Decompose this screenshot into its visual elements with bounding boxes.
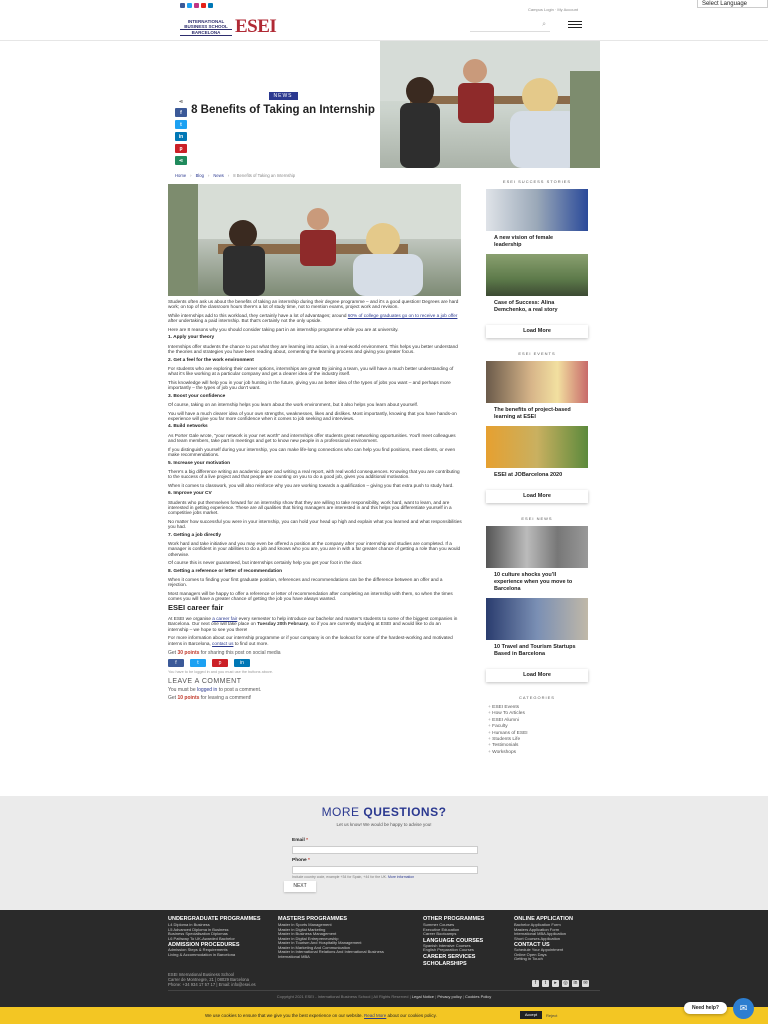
questions-subtitle: Let us know! We would be happy to advise you! bbox=[336, 822, 432, 827]
linkedin-icon[interactable]: in bbox=[573, 980, 578, 986]
privacy-policy-link[interactable]: Privacy policy bbox=[437, 994, 462, 999]
breadcrumb-separator: › bbox=[190, 173, 192, 178]
footer-links bbox=[168, 923, 273, 941]
footer-divider bbox=[168, 990, 600, 991]
questions-title bbox=[0, 805, 768, 819]
footer-heading[interactable]: OTHER PROGRAMMES bbox=[423, 916, 485, 922]
contact-us-link[interactable]: contact us bbox=[212, 640, 234, 646]
section-paragraph: As Porter Gale wrote, "your network is your net worth" and internships offer students great networking opportunities. You'll meet colleagues and team members, take part in meetings and get to know new people in a professional environment. bbox=[168, 432, 456, 444]
news-image bbox=[486, 598, 588, 640]
load-more-stories-button[interactable]: Load More bbox=[486, 325, 588, 338]
categories-heading: CATEGORIES bbox=[519, 695, 555, 700]
points-text: for leaving a comment! bbox=[199, 694, 252, 701]
hamburger-line bbox=[568, 24, 582, 25]
share-icon: ⋖ bbox=[175, 99, 187, 105]
next-button[interactable]: NEXT bbox=[284, 881, 316, 892]
footer-links bbox=[278, 923, 408, 959]
youtube-icon[interactable] bbox=[201, 3, 206, 8]
news-title[interactable]: 10 culture shocks you'll experience when you move to Barcelona bbox=[494, 572, 573, 592]
linkedin-icon[interactable] bbox=[208, 3, 213, 8]
comment-points-text bbox=[168, 695, 462, 701]
article-paragraph bbox=[168, 616, 462, 632]
news-image bbox=[486, 526, 588, 568]
logo-brand: ESEI bbox=[235, 16, 277, 37]
esei-logo[interactable] bbox=[180, 16, 276, 38]
news-card[interactable] bbox=[484, 526, 590, 593]
footer-undergrad-column bbox=[168, 916, 273, 957]
points-text: Get bbox=[168, 649, 178, 656]
paragraph-text: every semester to help introduce our bachelor and master's students to some of the biggest companies in Barcelona. Our next one will take place on bbox=[168, 616, 458, 627]
email-icon[interactable]: ✉ bbox=[583, 980, 588, 986]
footer-link[interactable]: Summer Courses bbox=[423, 922, 455, 927]
cookie-reject-button[interactable]: Reject bbox=[546, 1013, 558, 1018]
facebook-share-button[interactable]: f bbox=[175, 108, 187, 117]
footer-link[interactable]: Master in Sports Management bbox=[278, 922, 332, 927]
career-fair-date: Tuesday 20th February bbox=[257, 621, 309, 627]
hamburger-line bbox=[568, 27, 582, 28]
leave-comment-heading: LEAVE A COMMENT bbox=[168, 677, 242, 685]
points-text: Get bbox=[168, 694, 178, 701]
footer-link[interactable]: L4 Diploma in Business bbox=[168, 922, 210, 927]
footer-link[interactable]: Career Bootcamps bbox=[423, 931, 457, 936]
twitter-icon[interactable]: t bbox=[542, 980, 549, 987]
required-mark: * bbox=[306, 838, 309, 843]
phone-field[interactable] bbox=[292, 866, 478, 874]
footer-copyright: Copyright 2021 ESEI - International Business School | All Rights Reserved | Legal Notice | Privacy policy | Cookies Policy bbox=[276, 994, 492, 999]
story-title[interactable]: A new vision of female leadership bbox=[494, 235, 554, 248]
footer-link[interactable]: Master in Digital Entrepreneurship bbox=[278, 935, 339, 941]
phone-label bbox=[292, 858, 310, 863]
points-value: 10 points bbox=[177, 694, 200, 701]
load-more-news-button[interactable]: Load More bbox=[486, 669, 588, 682]
logo-line-2: BUSINESS SCHOOL bbox=[184, 23, 228, 29]
cookies-policy-link[interactable]: Cookies Policy bbox=[465, 994, 492, 999]
load-more-events-button[interactable]: Load More bbox=[486, 490, 588, 503]
cookie-banner bbox=[0, 1007, 768, 1024]
footer-heading[interactable]: ONLINE APPLICATION bbox=[514, 916, 573, 922]
footer-heading[interactable]: SCHOLARSHIPS bbox=[423, 960, 467, 967]
footer-heading[interactable]: CONTACT US bbox=[514, 942, 550, 948]
event-image bbox=[486, 361, 588, 403]
instagram-icon[interactable] bbox=[194, 3, 199, 8]
facebook-icon[interactable] bbox=[180, 3, 185, 8]
footer-links bbox=[514, 923, 604, 941]
cookie-message: We use cookies to ensure that we give you the best experience on our website. bbox=[205, 1013, 363, 1018]
twitter-share-button[interactable]: t bbox=[175, 120, 187, 129]
article-intro: Students often ask us about the benefits of taking an internship during their degree programme – and it's a good question! Degrees are hard work; on top of the classroom hours there's a lot of study time, not to mention exams, project work and revision. bbox=[168, 299, 459, 310]
need-help-bubble[interactable]: Need help? bbox=[684, 1002, 727, 1014]
linkedin-share-button[interactable]: in bbox=[175, 132, 187, 141]
section-paragraph: For students who are exploring their career options, internships are great! By joining a team, you will have a much better understanding of what it's like working at a particular company and get a clearer idea of the industry itself. bbox=[168, 365, 454, 377]
chat-icon: ✉ bbox=[739, 1003, 748, 1013]
section-paragraph: When it comes to classwork, you will also reinforce why you are working towards a qualification – giving you that extra push to study hard. bbox=[168, 482, 454, 488]
story-title[interactable]: Case of Success: Alina Demchenko, a real story bbox=[494, 300, 558, 313]
chat-button[interactable] bbox=[733, 998, 754, 1019]
career-fair-heading: ESEI career fair bbox=[168, 602, 224, 612]
footer-masters-column bbox=[278, 916, 408, 959]
questions-title-b: QUESTIONS? bbox=[363, 805, 447, 819]
footer-link[interactable]: Spanish Intensive Courses bbox=[423, 942, 471, 948]
footer-link[interactable]: Masters Application Form bbox=[514, 926, 560, 932]
logo-line-3: BARCELONA bbox=[180, 29, 232, 36]
categories-list bbox=[488, 705, 590, 756]
internship-meeting-photo bbox=[380, 41, 600, 168]
footer-social-icons bbox=[532, 980, 589, 987]
footer-link[interactable]: International MBA Application bbox=[514, 931, 567, 936]
article-sections bbox=[168, 335, 462, 601]
hero-image bbox=[380, 41, 600, 168]
category-link[interactable]: + How To Articles bbox=[488, 711, 590, 717]
logged-in-link[interactable]: logged in bbox=[197, 686, 218, 693]
label-text: Email bbox=[292, 838, 305, 843]
footer bbox=[0, 910, 768, 1007]
breadcrumb bbox=[175, 173, 295, 178]
category-link[interactable]: + Students Life bbox=[488, 737, 590, 743]
footer-link[interactable]: Living & Accommodation in Barcelona bbox=[168, 951, 236, 957]
search-icon[interactable]: ⌕ bbox=[542, 21, 546, 28]
footer-link[interactable]: Master in Tourism And Hospitality Management bbox=[278, 940, 362, 945]
copyright-text: Copyright 2021 ESEI - International Business School | All Rights Reserved | bbox=[276, 994, 411, 999]
paragraph-text: , so if you are currently studying at ESEI and would like to do an internship – we hope to see you there! bbox=[168, 621, 441, 632]
section-heading: 5. Increase your motivation bbox=[168, 460, 231, 466]
pinterest-share-button[interactable]: p bbox=[212, 659, 228, 667]
required-mark: * bbox=[308, 858, 310, 863]
paragraph-text: While internships add to this workload, they certainly have a lot of advantages; around bbox=[168, 312, 348, 318]
category-link[interactable]: + ESEI Events bbox=[488, 705, 590, 711]
footer-link[interactable]: Master in Marketing And Communication bbox=[278, 944, 351, 950]
news-badge[interactable]: NEWS bbox=[269, 92, 298, 100]
section-paragraph: When it comes to finding your first graduate position, references and recommendations can be the difference between an offer and a rejection. bbox=[168, 577, 443, 588]
graduates-stat-link[interactable]: 60% of college graduates go on to receive a job offer bbox=[347, 312, 458, 318]
footer-link[interactable]: Business Specialisation Diplomas bbox=[168, 931, 228, 936]
paragraph-text: For more information about our internship programme or if your company is on the lookout for some of the hardest-working and motivated interns in Barcelona, bbox=[168, 635, 453, 646]
facebook-share-button[interactable]: f bbox=[168, 659, 184, 667]
footer-address bbox=[168, 972, 256, 987]
footer-links bbox=[168, 948, 273, 957]
points-value: 30 points bbox=[177, 649, 200, 656]
event-title[interactable]: The benefits of project-based learning at ESEI bbox=[494, 407, 571, 420]
footer-link[interactable]: Master in Business Management bbox=[278, 931, 337, 936]
more-information-link[interactable]: More information bbox=[387, 875, 415, 879]
breadcrumb-separator: › bbox=[227, 173, 230, 178]
breadcrumb-news[interactable]: News bbox=[213, 173, 224, 178]
article-paragraph bbox=[168, 313, 462, 324]
section-paragraph: Of course this is never guaranteed, but internships certainly help you get your foot in the door. bbox=[168, 560, 363, 566]
twitter-share-button[interactable]: t bbox=[190, 659, 206, 667]
footer-other-column bbox=[423, 916, 511, 967]
footer-heading[interactable]: MASTERS PROGRAMMES bbox=[278, 916, 348, 922]
section-paragraph: Students who put themselves forward for an internship show that they are willing to take responsibility, work hard, want to learn, and are interested in getting experience. These are all qualities that hiring managers are interested in and this helps you differentiate yourself in a competitive jobs market. bbox=[168, 499, 452, 516]
youtube-icon[interactable]: ▸ bbox=[552, 980, 559, 987]
top-social-icons bbox=[180, 3, 213, 8]
section-heading: 8. Getting a reference or letter of recommendation bbox=[168, 568, 283, 574]
menu-button[interactable] bbox=[568, 21, 582, 30]
cookie-text bbox=[205, 1013, 437, 1018]
share-points-text bbox=[168, 650, 462, 656]
footer-link[interactable]: International MBA bbox=[278, 953, 310, 959]
footer-link[interactable]: Executive Education bbox=[423, 926, 460, 932]
news-title[interactable]: 10 Travel and Tourism Startups Based in Barcelona bbox=[494, 644, 576, 657]
footer-link[interactable]: English Preparation Courses bbox=[423, 947, 474, 952]
hero-title-block bbox=[190, 41, 376, 168]
section-paragraph: You will have a much clearer idea of your own strengths, weaknesses, likes and dislikes. Most importantly, knowing that you have hands-on experience will give you far more confidence when it comes to job seeking and interviews. bbox=[168, 410, 457, 421]
section-paragraph: This knowledge will help you in your job hunting in the future, giving you an better idea of the types of jobs you want – and perhaps more importantly – the types of job you don't want. bbox=[168, 379, 451, 391]
footer-link[interactable]: Master in Digital Marketing bbox=[278, 926, 326, 932]
footer-links bbox=[423, 944, 511, 953]
phone-hint bbox=[292, 875, 414, 879]
footer-links bbox=[423, 923, 511, 937]
section-paragraph: Internships offer students the chance to put what they are learning into action, in a real-world environment. This helps you better understand the theories and strategies you have been reading about, cementing the learning process and giving you greater focus. bbox=[168, 343, 458, 354]
must-login-text bbox=[168, 687, 462, 693]
story-card[interactable] bbox=[484, 189, 590, 249]
footer-heading[interactable]: CAREER SERVICES bbox=[423, 953, 476, 960]
questions-title-a: MORE bbox=[321, 805, 364, 819]
pinterest-share-button[interactable]: p bbox=[175, 144, 187, 153]
share-buttons bbox=[168, 659, 462, 667]
footer-link[interactable]: L5 Advanced Diploma in Business bbox=[168, 926, 229, 932]
hamburger-icon bbox=[568, 21, 582, 22]
footer-link[interactable]: Short Courses Application bbox=[514, 935, 561, 941]
footer-link[interactable]: Getting in Touch bbox=[514, 956, 543, 961]
language-selector[interactable]: Select Language bbox=[697, 0, 768, 8]
linkedin-share-button[interactable]: in bbox=[234, 659, 250, 667]
page-title: 8 Benefits of Taking an Internship bbox=[191, 104, 375, 116]
news-card[interactable] bbox=[484, 598, 590, 658]
internship-meeting-photo bbox=[168, 184, 461, 296]
category-link[interactable]: + Workshops bbox=[488, 750, 590, 756]
legal-notice-link[interactable]: Legal Notice bbox=[411, 994, 435, 999]
footer-link[interactable]: Bachelor Application Form bbox=[514, 922, 561, 927]
event-card[interactable] bbox=[484, 426, 590, 479]
section-heading: 3. Boost your confidence bbox=[168, 393, 226, 399]
cookie-message: about our cookies policy. bbox=[386, 1013, 437, 1018]
address-line: ESEI International Business School bbox=[168, 972, 234, 977]
article-paragraph: Here are 8 reasons why you should consider taking part in an internship programme while you are at university. bbox=[168, 326, 399, 332]
story-image bbox=[486, 189, 588, 231]
footer-link[interactable]: L6 Pathway To UK-Awarded Bachelor bbox=[168, 935, 235, 941]
events-heading: ESEI EVENTS bbox=[518, 351, 556, 356]
campus-login-link[interactable]: Campus Login · My Account bbox=[528, 7, 579, 12]
cookie-read-more-link[interactable]: Read More bbox=[364, 1013, 387, 1018]
footer-online-column bbox=[514, 916, 604, 962]
section-heading: 7. Getting a job directly bbox=[168, 532, 222, 538]
footer-link[interactable]: Online Open Days bbox=[514, 951, 547, 957]
hint-text: Include country code, example +34 for Spain, +44 for the UK. bbox=[292, 875, 387, 879]
site-header bbox=[0, 12, 768, 41]
footer-link[interactable]: Schedule Your Appointment bbox=[514, 947, 564, 952]
more-share-button[interactable]: ⋖ bbox=[175, 156, 187, 165]
career-fair-link[interactable]: a career fair bbox=[212, 616, 238, 622]
article bbox=[168, 184, 462, 701]
top-bar bbox=[0, 0, 768, 12]
section-heading: 2. Get a feel for the work environment bbox=[168, 357, 254, 363]
points-text: to post a comment. bbox=[217, 686, 262, 693]
breadcrumb-separator: › bbox=[207, 173, 210, 178]
section-paragraph: Work hard and take initiative and you may even be offered a position at the company after your internship and studies are completed. If a manager is confident in your abilities to do a job and knows who you are, you are in with a far greater chance of getting a role than you would otherwise. bbox=[168, 540, 461, 557]
twitter-icon[interactable] bbox=[187, 3, 192, 8]
logo-text bbox=[180, 19, 232, 36]
cookie-accept-button[interactable]: Accept bbox=[520, 1011, 542, 1019]
success-stories-heading: ESEI SUCCESS STORIES bbox=[502, 179, 572, 184]
event-card[interactable] bbox=[484, 361, 590, 421]
footer-heading[interactable]: ADMISSION PROCEDURES bbox=[168, 942, 240, 948]
section-heading: 4. Build networks bbox=[168, 424, 208, 430]
section-paragraph: If you distinguish yourself during your internship, you can make life-long connections who can help you find positions, meet clients, or even make recommendations. bbox=[168, 446, 456, 457]
story-image bbox=[486, 254, 588, 296]
event-image bbox=[486, 426, 588, 468]
section-paragraph: Of course, taking on an internship helps you learn about the work environment, but it also helps you learn about yourself. bbox=[168, 401, 419, 407]
footer-link[interactable]: Admission Steps & Requirements bbox=[168, 947, 228, 952]
points-text: for sharing this post on social media bbox=[199, 649, 281, 656]
footer-link[interactable]: Master in International Relations And International Business bbox=[278, 949, 384, 954]
footer-heading[interactable]: UNDERGRADUATE PROGRAMMES bbox=[168, 916, 261, 922]
story-card[interactable] bbox=[484, 254, 590, 314]
section-paragraph: There's a big difference writing an academic paper and writing a real report, with real world consequences. Knowing that you are contributing to the success of a live project and that people are counting on you to do a good job, gives you additional motivation. bbox=[168, 468, 460, 480]
breadcrumb-blog[interactable]: Blog bbox=[195, 173, 204, 178]
breadcrumb-current: 8 Benefits of Taking an Internship bbox=[233, 173, 296, 178]
breadcrumb-home[interactable]: Home bbox=[175, 173, 187, 178]
paragraph-text: to find out more. bbox=[233, 640, 269, 646]
article-image bbox=[168, 184, 461, 296]
email-field[interactable] bbox=[292, 846, 478, 854]
category-link[interactable]: + Testimonials bbox=[488, 743, 590, 749]
section-heading: 6. Improve your CV bbox=[168, 491, 212, 497]
instagram-icon[interactable]: ◎ bbox=[563, 980, 568, 986]
logo-line-1: INTERNATIONAL bbox=[187, 18, 225, 24]
facebook-icon[interactable]: f bbox=[532, 980, 539, 987]
search-input[interactable] bbox=[470, 21, 550, 32]
points-text: You must be bbox=[168, 686, 198, 693]
article-paragraph bbox=[168, 635, 462, 646]
category-link[interactable]: + ESEI Alumni bbox=[488, 718, 590, 724]
label-text: Phone bbox=[292, 858, 307, 863]
news-heading: ESEI NEWS bbox=[521, 516, 553, 521]
paragraph-text: after undertaking a paid internship. But that's certainly not the only upside. bbox=[168, 318, 322, 324]
email-label bbox=[292, 838, 308, 843]
category-link[interactable]: + Faculty bbox=[488, 724, 590, 730]
article-body bbox=[168, 299, 462, 646]
event-title[interactable]: ESEI at JOBarcelona 2020 bbox=[494, 472, 563, 478]
hero-section bbox=[0, 41, 768, 169]
footer-heading[interactable]: LANGUAGE COURSES bbox=[423, 937, 484, 944]
paragraph-text: At ESEI we organise bbox=[168, 616, 213, 622]
address-line: Carrer de Montnegre, 21 | 08029 Barcelona bbox=[168, 977, 249, 982]
share-sidebar bbox=[175, 99, 188, 168]
address-line: Phone: +34 934 17 57 17 | Email: info@esei.es bbox=[168, 982, 256, 987]
category-link[interactable]: + Humans of ESEI bbox=[488, 731, 590, 737]
sidebar bbox=[484, 178, 590, 756]
footer-links bbox=[514, 948, 604, 962]
login-note: You have to be logged in and you must use the buttons above. bbox=[168, 669, 273, 674]
section-paragraph: Most managers will be happy to offer a reference or letter of recommendation after completing an internship with them, so when the times comes you will have a greater chance of getting the job you have always wanted. bbox=[168, 590, 453, 602]
section-paragraph: No matter how successful you were in your internship, you can hold your head up high and explain what you learned and what responsibilities you had. bbox=[168, 518, 462, 530]
section-heading: 1. Apply your theory bbox=[168, 335, 215, 341]
